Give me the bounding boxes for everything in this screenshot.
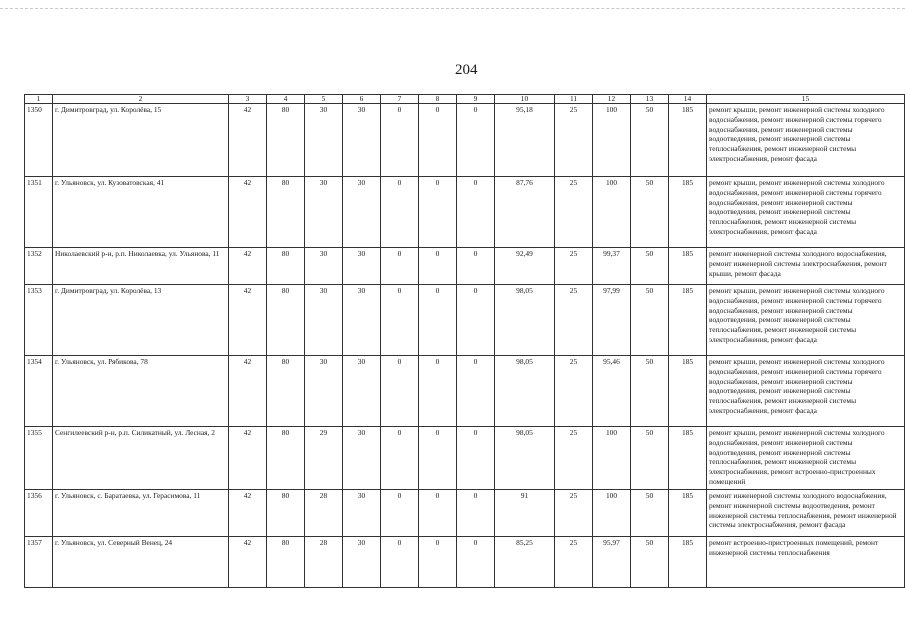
col10-cell: 98,05 (495, 356, 555, 427)
works-cell: ремонт крыши, ремонт инженерной системы холодного водоснабжения, ремонт инженерной системы горячего водоснабжения, ремонт инженерной системы водоотведения, ремонт инженерной системы теплоснабжения, ремонт инженерной системы электроснабжения, ремонт фасада (707, 285, 905, 356)
col12-cell: 99,37 (593, 248, 631, 285)
col14-cell: 185 (669, 104, 707, 177)
col12-cell: 100 (593, 427, 631, 490)
works-cell: ремонт крыши, ремонт инженерной системы холодного водоснабжения, ремонт инженерной системы горячего водоснабжения, ремонт инженерной системы водоотведения, ремонт инженерной системы теплоснабжения, ремонт инженерной системы электроснабжения, ремонт фасада (707, 104, 905, 177)
col7-cell: 0 (381, 427, 419, 490)
col12-cell: 100 (593, 177, 631, 248)
address-cell: г. Димитровград, ул. Королёва, 13 (53, 285, 229, 356)
col10-cell: 98,05 (495, 427, 555, 490)
row-number: 1352 (25, 248, 53, 285)
col6-cell: 30 (343, 177, 381, 248)
col7-cell: 0 (381, 104, 419, 177)
column-header: 13 (631, 95, 669, 104)
col9-cell: 0 (457, 427, 495, 490)
address-cell: г. Ульяновск, ул. Кузоватовская, 41 (53, 177, 229, 248)
col10-cell: 87,76 (495, 177, 555, 248)
col3-cell: 42 (229, 356, 267, 427)
table-row (25, 356, 905, 427)
col4-cell: 80 (267, 490, 305, 537)
row-number: 1356 (25, 490, 53, 537)
column-header: 15 (707, 95, 905, 104)
row-number: 1354 (25, 356, 53, 427)
col9-cell: 0 (457, 356, 495, 427)
col6-cell: 30 (343, 285, 381, 356)
col9-cell: 0 (457, 104, 495, 177)
col14-cell: 185 (669, 427, 707, 490)
col10-cell: 95,18 (495, 104, 555, 177)
row-number: 1357 (25, 537, 53, 588)
col9-cell: 0 (457, 285, 495, 356)
col8-cell: 0 (419, 285, 457, 356)
col8-cell: 0 (419, 490, 457, 537)
col13-cell: 50 (631, 427, 669, 490)
col3-cell: 42 (229, 490, 267, 537)
col3-cell: 42 (229, 427, 267, 490)
col13-cell: 50 (631, 537, 669, 588)
col4-cell: 80 (267, 427, 305, 490)
column-header: 10 (495, 95, 555, 104)
col4-cell: 80 (267, 537, 305, 588)
col7-cell: 0 (381, 537, 419, 588)
column-header: 14 (669, 95, 707, 104)
repair-program-table (24, 94, 905, 588)
col8-cell: 0 (419, 177, 457, 248)
col9-cell: 0 (457, 248, 495, 285)
col7-cell: 0 (381, 248, 419, 285)
column-header: 8 (419, 95, 457, 104)
address-cell: Сенгилеевский р-н, р.п. Силикатный, ул. Лесная, 2 (53, 427, 229, 490)
table-row (25, 427, 905, 490)
col12-cell: 97,99 (593, 285, 631, 356)
col5-cell: 30 (305, 104, 343, 177)
col6-cell: 30 (343, 490, 381, 537)
works-cell: ремонт крыши, ремонт инженерной системы холодного водоснабжения, ремонт инженерной системы горячего водоснабжения, ремонт инженерной системы водоотведения, ремонт инженерной системы теплоснабжения, ремонт инженерной системы электроснабжения, ремонт фасада (707, 356, 905, 427)
page-top-edge (0, 8, 905, 9)
row-number: 1350 (25, 104, 53, 177)
col7-cell: 0 (381, 490, 419, 537)
col8-cell: 0 (419, 104, 457, 177)
col13-cell: 50 (631, 104, 669, 177)
address-cell: Николаевский р-н, р.п. Николаевка, ул. Ульянова, 11 (53, 248, 229, 285)
col3-cell: 42 (229, 248, 267, 285)
works-cell: ремонт крыши, ремонт инженерной системы холодного водоснабжения, ремонт инженерной системы горячего водоснабжения, ремонт инженерной системы водоотведения, ремонт инженерной системы теплоснабжения, ремонт инженерной системы электроснабжения, ремонт фасада (707, 177, 905, 248)
col4-cell: 80 (267, 248, 305, 285)
works-cell: ремонт инженерной системы холодного водоснабжения, ремонт инженерной системы электроснабжения, ремонт крыши, ремонт фасада (707, 248, 905, 285)
col10-cell: 91 (495, 490, 555, 537)
address-cell: г. Димитровград, ул. Королёва, 15 (53, 104, 229, 177)
col12-cell: 95,46 (593, 356, 631, 427)
col14-cell: 185 (669, 177, 707, 248)
table-row (25, 490, 905, 537)
column-header: 7 (381, 95, 419, 104)
works-cell: ремонт крыши, ремонт инженерной системы холодного водоснабжения, ремонт инженерной системы водоотведения, ремонт инженерной системы теплоснабжения, ремонт инженерной системы электроснабжения, ремонт встроенно-пристроенных помещений (707, 427, 905, 490)
col14-cell: 185 (669, 285, 707, 356)
col13-cell: 50 (631, 285, 669, 356)
column-header: 6 (343, 95, 381, 104)
col6-cell: 30 (343, 537, 381, 588)
table-row (25, 104, 905, 177)
col9-cell: 0 (457, 177, 495, 248)
col4-cell: 80 (267, 285, 305, 356)
table-row (25, 537, 905, 588)
col14-cell: 185 (669, 356, 707, 427)
column-header: 12 (593, 95, 631, 104)
col11-cell: 25 (555, 285, 593, 356)
col3-cell: 42 (229, 177, 267, 248)
col13-cell: 50 (631, 356, 669, 427)
col12-cell: 100 (593, 490, 631, 537)
col11-cell: 25 (555, 490, 593, 537)
col12-cell: 95,97 (593, 537, 631, 588)
col9-cell: 0 (457, 537, 495, 588)
col10-cell: 98,05 (495, 285, 555, 356)
column-header: 11 (555, 95, 593, 104)
col5-cell: 28 (305, 537, 343, 588)
column-header: 9 (457, 95, 495, 104)
col14-cell: 185 (669, 490, 707, 537)
table-header-row (25, 95, 905, 104)
col4-cell: 80 (267, 356, 305, 427)
col11-cell: 25 (555, 427, 593, 490)
col5-cell: 30 (305, 285, 343, 356)
works-cell: ремонт встроенно-пристроенных помещений, ремонт инженерной системы теплоснабжения (707, 537, 905, 588)
row-number: 1353 (25, 285, 53, 356)
col6-cell: 30 (343, 104, 381, 177)
col12-cell: 100 (593, 104, 631, 177)
table-row (25, 285, 905, 356)
col6-cell: 30 (343, 356, 381, 427)
col11-cell: 25 (555, 177, 593, 248)
address-cell: г. Ульяновск, с. Баратаевка, ул. Герасимова, 11 (53, 490, 229, 537)
row-number: 1351 (25, 177, 53, 248)
col8-cell: 0 (419, 356, 457, 427)
col13-cell: 50 (631, 490, 669, 537)
col5-cell: 30 (305, 356, 343, 427)
col14-cell: 185 (669, 537, 707, 588)
col7-cell: 0 (381, 356, 419, 427)
col3-cell: 42 (229, 537, 267, 588)
address-cell: г. Ульяновск, ул. Рябикова, 78 (53, 356, 229, 427)
col10-cell: 85,25 (495, 537, 555, 588)
col4-cell: 80 (267, 177, 305, 248)
row-number: 1355 (25, 427, 53, 490)
col8-cell: 0 (419, 537, 457, 588)
address-cell: г. Ульяновск, ул. Северный Венец, 24 (53, 537, 229, 588)
page-number: 204 (455, 62, 478, 78)
col13-cell: 50 (631, 177, 669, 248)
column-header: 4 (267, 95, 305, 104)
col10-cell: 92,49 (495, 248, 555, 285)
col4-cell: 80 (267, 104, 305, 177)
col14-cell: 185 (669, 248, 707, 285)
col5-cell: 28 (305, 490, 343, 537)
col9-cell: 0 (457, 490, 495, 537)
col13-cell: 50 (631, 248, 669, 285)
column-header: 2 (53, 95, 229, 104)
col7-cell: 0 (381, 285, 419, 356)
col11-cell: 25 (555, 248, 593, 285)
table-row (25, 177, 905, 248)
works-cell: ремонт инженерной системы холодного водоснабжения, ремонт инженерной системы водоотведения, ремонт инженерной системы теплоснабжения, ремонт инженерной системы электроснабжения, ремонт фасада (707, 490, 905, 537)
table-row (25, 248, 905, 285)
col6-cell: 30 (343, 427, 381, 490)
column-header: 3 (229, 95, 267, 104)
col11-cell: 25 (555, 356, 593, 427)
col5-cell: 30 (305, 177, 343, 248)
col3-cell: 42 (229, 285, 267, 356)
col11-cell: 25 (555, 104, 593, 177)
column-header: 1 (25, 95, 53, 104)
col7-cell: 0 (381, 177, 419, 248)
column-header: 5 (305, 95, 343, 104)
col5-cell: 30 (305, 248, 343, 285)
col5-cell: 29 (305, 427, 343, 490)
col6-cell: 30 (343, 248, 381, 285)
col3-cell: 42 (229, 104, 267, 177)
col8-cell: 0 (419, 248, 457, 285)
col8-cell: 0 (419, 427, 457, 490)
col11-cell: 25 (555, 537, 593, 588)
